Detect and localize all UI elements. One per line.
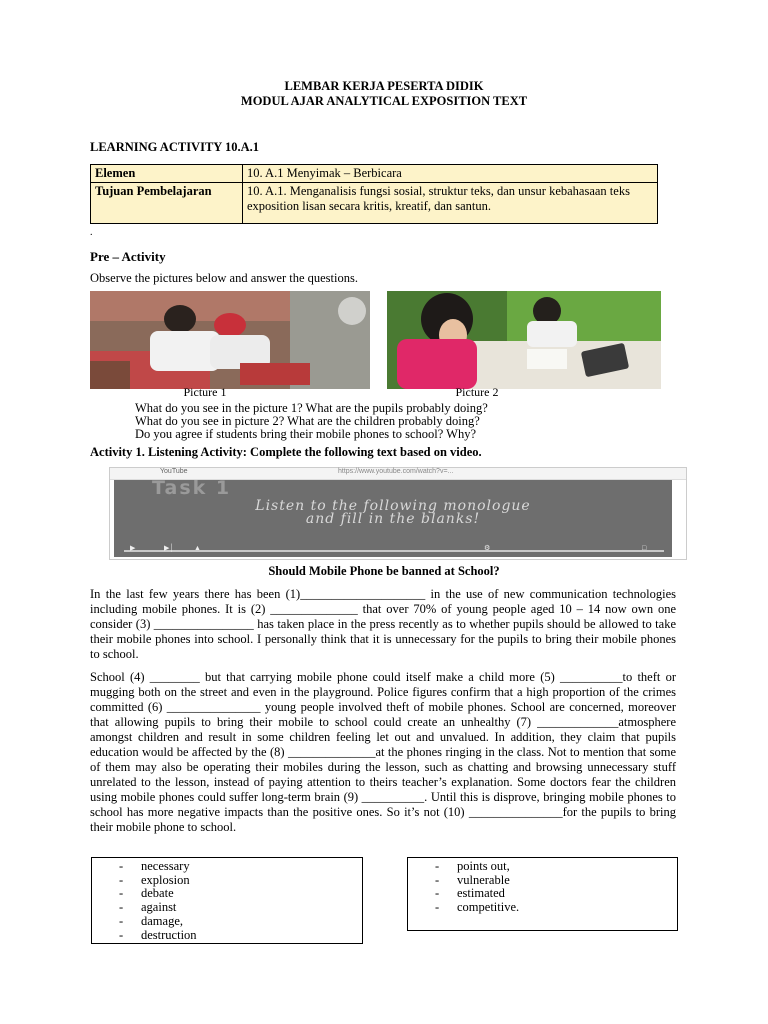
task-line-1: Listen to the following monologue bbox=[255, 498, 531, 514]
word-item: - points out, bbox=[435, 859, 510, 873]
youtube-logo: YouTube bbox=[160, 468, 188, 475]
info-table bbox=[90, 164, 658, 224]
progress-bar[interactable] bbox=[124, 550, 664, 552]
volume-icon[interactable]: ▲ bbox=[194, 544, 201, 552]
objective-value: 10. A.1. Menganalisis fungsi sosial, struktur teks, dan unsur kebahasaan teks exposition lisan secara kritis, kreatif, dan santun. bbox=[243, 183, 658, 224]
word-item: - against bbox=[119, 900, 177, 915]
paragraph-1: In the last few years there has been (1)____________________ in the use of new communication technologies including mobile phones. It is (2) ______________ that over 70% of young people aged 10 – 14 now own one consider (3) ________________ has taken place in the press recently as to whether pupils should be allowed to take their mobile phones into school. I personally think that it is unnecessary for the pupils to bring their mobile phones to school. bbox=[90, 587, 676, 661]
word-box-right bbox=[407, 857, 678, 931]
picture-1-caption: Picture 1 bbox=[183, 385, 227, 399]
video-player[interactable] bbox=[109, 467, 687, 560]
word-box-left bbox=[91, 857, 363, 944]
word-item: - competitive. bbox=[435, 900, 520, 915]
picture-2-photo bbox=[387, 291, 661, 389]
text-title: Should Mobile Phone be banned at School? bbox=[268, 564, 500, 578]
question-1: What do you see in the picture 1? What are the pupils probably doing? bbox=[135, 401, 488, 415]
paragraph-2: School (4) ________ but that carrying mobile phone could itself make a child more (5) __________to theft or mugging both on the street and even in the playground. Police figures confirm that a high proportion of the crimes committed (6) _______________ young people involved theft of mobile phones. School are concerned, moreover that allowing pupils to bring their mobile to school could create an unhealthy (7) _____________atmosphere amongst children and result in some children feeling let out and unvalued. In addition, they claim that pupils education would be affected by the (8) ______________at the phones ringing in the class. Not to mention that some of them may also be operating their mobiles during the lesson, such as chatting and browsing unnecessary stuff unrelated to the lesson, instead of paying attention to theirs teacher’s explanation. Some doctors fear the children using mobile phones could suffer long-term brain (9) __________. Until this is disprove, bringing mobile phones to school has more negative impacts than the positive ones. So it’s not (10) _______________for the pupils to bring their mobile phone to school. bbox=[90, 670, 676, 834]
pre-activity-heading: Pre – Activity bbox=[90, 249, 166, 264]
activity-1-heading: Activity 1. Listening Activity: Complete the following text based on video. bbox=[90, 445, 482, 459]
video-frame[interactable] bbox=[114, 477, 672, 557]
pre-activity-instruction: Observe the pictures below and answer the questions. bbox=[90, 271, 358, 285]
word-item: - damage, bbox=[119, 913, 183, 928]
word-item: - estimated bbox=[435, 886, 505, 901]
activity-title: LEARNING ACTIVITY 10.A.1 bbox=[90, 140, 260, 154]
objective-key: Tujuan Pembelajaran bbox=[91, 183, 243, 224]
picture-2-caption: Picture 2 bbox=[455, 385, 499, 399]
task-line-2: and fill in the blanks! bbox=[305, 511, 481, 527]
word-item: - explosion bbox=[119, 872, 190, 887]
video-url: https://www.youtube.com/watch?v=... bbox=[338, 468, 454, 475]
settings-icon[interactable]: ⚙ bbox=[484, 544, 491, 552]
word-item: - destruction bbox=[119, 927, 197, 942]
stray-dot: . bbox=[90, 227, 93, 238]
picture-1-photo bbox=[90, 291, 370, 389]
document-subtitle: MODUL AJAR ANALYTICAL EXPOSITION TEXT bbox=[240, 94, 528, 108]
next-icon[interactable]: ▶│ bbox=[164, 544, 175, 552]
word-item: - vulnerable bbox=[435, 872, 510, 887]
question-2: What do you see in picture 2? What are the children probably doing? bbox=[135, 414, 480, 428]
word-item: - necessary bbox=[119, 859, 190, 873]
fullscreen-icon[interactable]: □ bbox=[642, 544, 647, 552]
task-title: Task 1 bbox=[152, 477, 232, 499]
play-icon[interactable]: ▶ bbox=[130, 544, 136, 552]
document-title: LEMBAR KERJA PESERTA DIDIK bbox=[284, 79, 484, 93]
element-key: Elemen bbox=[91, 165, 243, 183]
question-3: Do you agree if students bring their mobile phones to school? Why? bbox=[135, 427, 477, 441]
word-item: - debate bbox=[119, 886, 174, 901]
element-value: 10. A.1 Menyimak – Berbicara bbox=[243, 165, 658, 183]
